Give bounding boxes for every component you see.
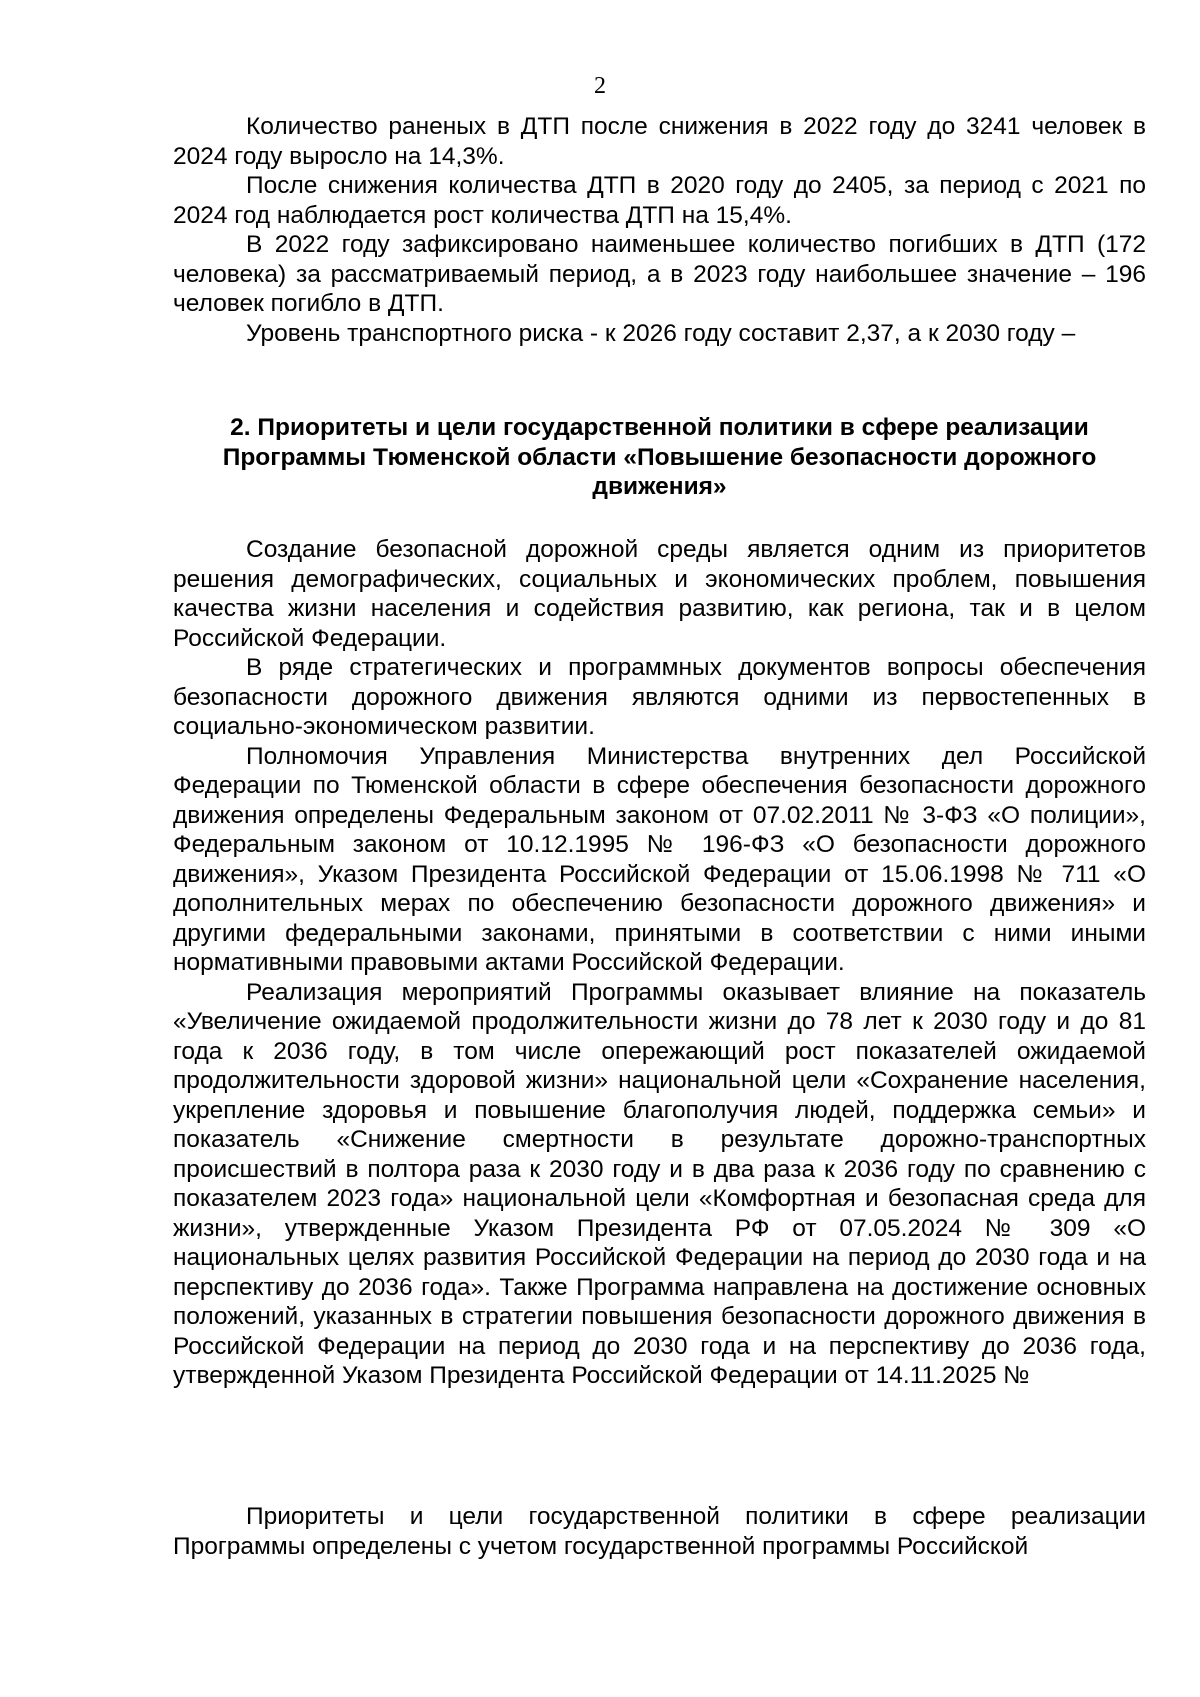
closing-text-block — [173, 1502, 1146, 1561]
section-heading: 2. Приоритеты и цели государственной политики в сфере реализации Программы Тюменской области «Повышение безопасности дорожного движения» — [222, 414, 1097, 500]
paragraph-strategic-documents: В ряде стратегических и программных документов вопросы обеспечения безопасности дорожного движения являются одними из первостепенных в социально-экономическом развитии. — [173, 654, 1146, 740]
paragraph-injured-statistics: Количество раненых в ДТП после снижения в 2022 году до 3241 человек в 2024 году выросло на 14,3%. — [173, 113, 1146, 170]
paragraph-safe-road-environment: Создание безопасной дорожной среды является одним из приоритетов решения демографических, социальных и экономических проблем, повышения качества жизни населения и содействия развитию, как региона, так и в целом Российской Федерации. — [173, 536, 1146, 652]
page-number: 2 — [594, 73, 606, 99]
paragraph-mvd-authority: Полномочия Управления Министерства внутренних дел Российской Федерации по Тюменской области в сфере обеспечения безопасности дорожного движения определены Федеральным законом от 07.02.2011 № 3-ФЗ «О полиции», Федеральным законом от 10.12.1995 № 196-ФЗ «О безопасности дорожного движения», Указом Президента Российской Федерации от 15.06.1998 № 711 «О дополнительных мерах по обеспечению безопасности дорожного движения» и другими федеральными законами, принятыми в соответствии с ними иными нормативными правовыми актами Российской Федерации. — [173, 742, 1146, 976]
intro-text-block — [173, 112, 1146, 348]
paragraph-program-impact: Реализация мероприятий Программы оказывает влияние на показатель «Увеличение ожидаемой продолжительности жизни до 78 лет к 2030 году и до 81 года к 2036 году, в том числе опережающий рост показателей ожидаемой продолжительности здоровой жизни» национальной цели «Сохранение населения, укрепление здоровья и повышение благополучия людей, поддержка семьи» и показатель «Снижение смертности в результате дорожно-транспортных происшествий в полтора раза к 2030 году и в два раза к 2036 году по сравнению с показателем 2023 года» национальной цели «Комфортная и безопасная среда для жизни», утвержденные Указом Президента РФ от 07.05.2024 № 309 «О национальных целях развития Российской Федерации на период до 2030 года и на перспективу до 2036 года». Также Программа направлена на достижение основных положений, указанных в стратегии повышения безопасности дорожного движения в Российской Федерации на период до 2030 года и на перспективу до 2036 года, утвержденной Указом Президента Российской Федерации от 14.11.2025 № — [173, 978, 1146, 1389]
paragraph-transport-risk: Уровень транспортного риска - к 2026 году составит 2,37, а к 2030 году – — [246, 319, 1076, 347]
section-text-block — [173, 535, 1146, 1391]
paragraph-priorities-and-goals: Приоритеты и цели государственной политики в сфере реализации Программы определены с учетом государственной программы Российской — [173, 1503, 1146, 1560]
paragraph-fatalities-statistics: В 2022 году зафиксировано наименьшее количество погибших в ДТП (172 человека) за рассматриваемый период, а в 2023 году наибольшее значение – 196 человек погибло в ДТП. — [173, 231, 1146, 317]
paragraph-accidents-statistics: После снижения количества ДТП в 2020 году до 2405, за период с 2021 по 2024 год наблюдается рост количества ДТП на 15,4%. — [173, 172, 1146, 229]
